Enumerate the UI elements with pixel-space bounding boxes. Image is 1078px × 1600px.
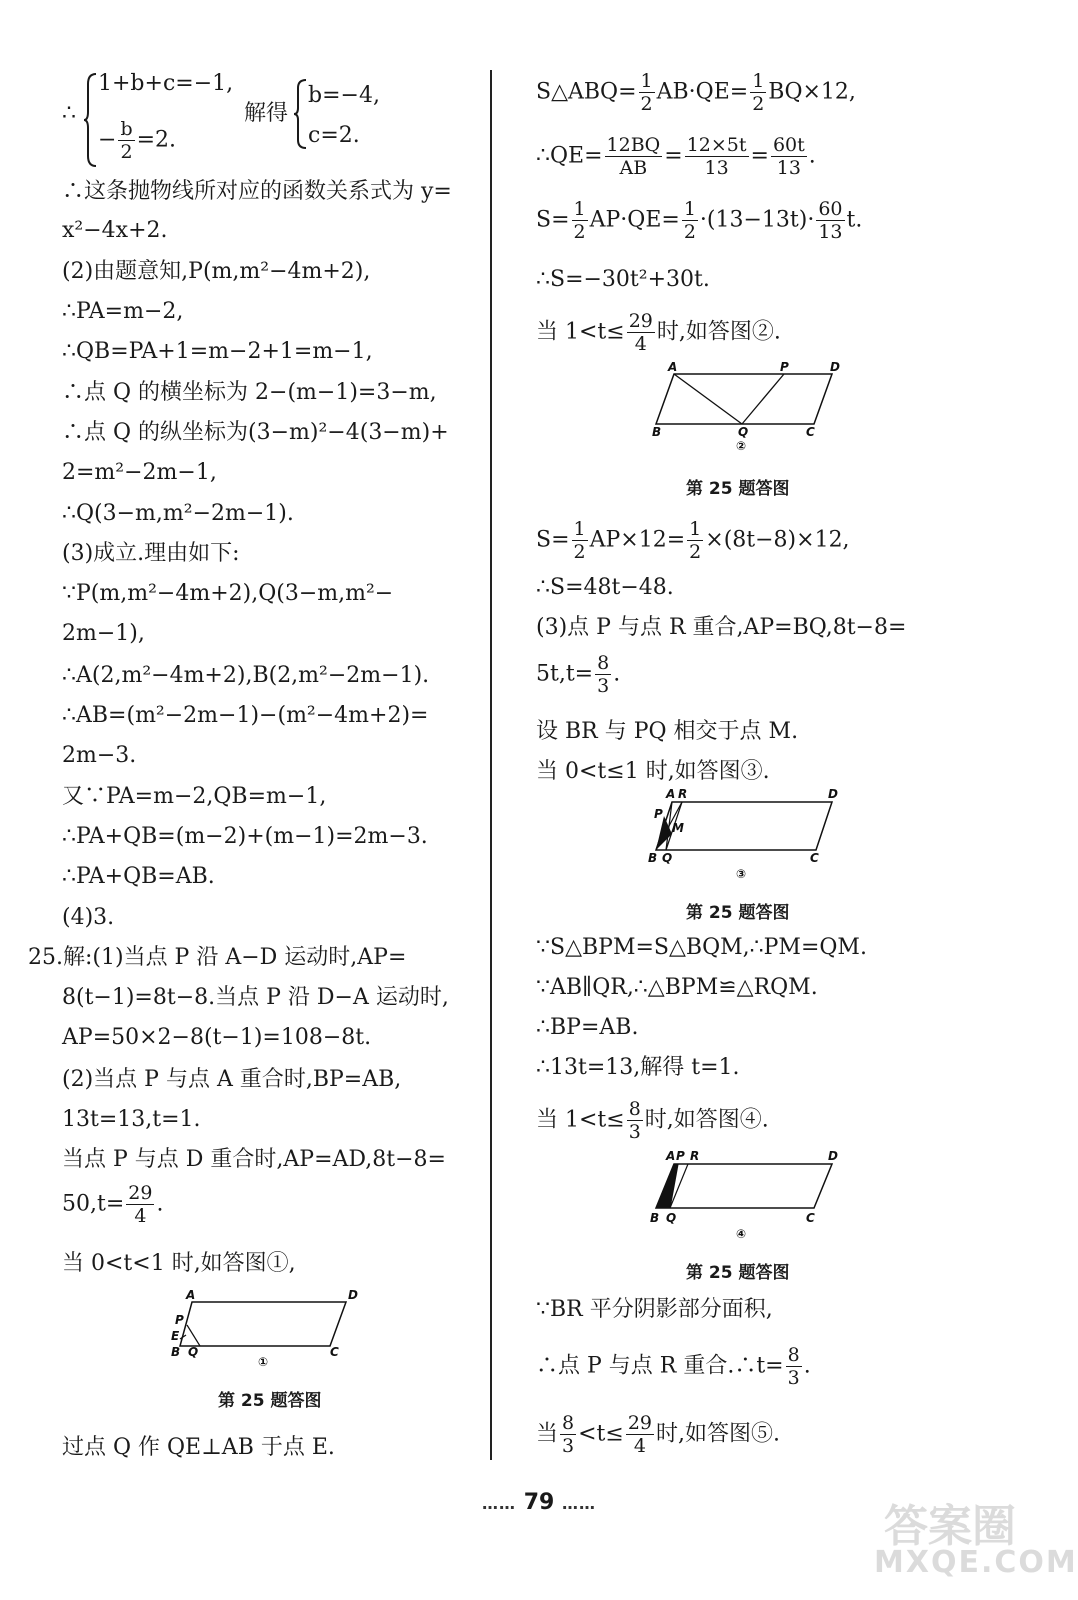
text-line: ∴A(2,m²−4m+2),B(2,m²−2m−1). — [62, 663, 430, 688]
text-line: 过点 Q 作 QE⊥AB 于点 E. — [62, 1435, 335, 1460]
svg-text:③: ③ — [736, 867, 747, 881]
figure-4 — [646, 1150, 846, 1250]
t-equals-line: ∴点 P 与点 R 重合.∴t= $\frac{8}{3}$ . — [536, 1344, 811, 1389]
svg-text:A: A — [186, 1288, 196, 1302]
svg-text:D: D — [828, 787, 838, 801]
svg-text:B: B — [650, 1211, 660, 1225]
text-line: (3)成立.理由如下: — [62, 541, 240, 566]
case-2-line: 当 1<t≤ $\frac{29}{4}$ 时,如答图②. — [536, 310, 781, 355]
svg-text:D: D — [828, 1149, 838, 1163]
svg-text:C: C — [330, 1345, 339, 1359]
text-line: 又∵PA=m−2,QB=m−1, — [62, 784, 327, 809]
text-line: (2)当点 P 与点 A 重合时,BP=AB, — [62, 1067, 402, 1092]
text-line: ∴AB=(m²−2m−1)−(m²−4m+2)= — [62, 703, 429, 728]
text-line: x²−4x+2. — [62, 218, 168, 243]
t-value-line: 5t,t= $\frac{8}{3}$ . — [536, 652, 621, 697]
figure-2-caption: 第 25 题答图 — [686, 479, 790, 499]
system-eq1: 1+b+c=−1, — [98, 71, 234, 96]
svg-text:R: R — [690, 1149, 700, 1163]
text-line: 2m−3. — [62, 743, 137, 768]
text-line: 当 0<t<1 时,如答图①, — [62, 1251, 296, 1276]
text-line: 当点 P 与点 D 重合时,AP=AD,8t−8= — [62, 1147, 446, 1172]
svg-text:Q: Q — [188, 1345, 199, 1359]
qe-formula: ∴QE= $\frac{12BQ}{AB}$ = $\frac{12\times 5t}{13}$ = $\frac{60t}{13}$ . — [536, 134, 816, 179]
text-line: 2m−1), — [62, 621, 145, 646]
svg-text:④: ④ — [736, 1227, 747, 1241]
svg-text:C: C — [810, 851, 819, 865]
figure-3-caption: 第 25 题答图 — [686, 903, 790, 923]
problem-25-start: 25.解:(1)当点 P 沿 A−D 运动时,AP= — [28, 945, 407, 970]
svg-text:C: C — [806, 1211, 815, 1225]
text-line: ∴QB=PA+1=m−2+1=m−1, — [62, 339, 373, 364]
figure-1-caption: 第 25 题答图 — [218, 1391, 322, 1411]
watermark-logo — [874, 1490, 1078, 1580]
figure-3 — [646, 788, 846, 888]
text-line: ∴Q(3−m,m²−2m−1). — [62, 501, 294, 526]
s-formula-1: S= $\frac{1}{2}$ AP·QE= $\frac{1}{2}$ ·(13−13t)· $\frac{60}{13}$ t. — [536, 198, 863, 243]
therefore-symbol: ∴ — [62, 101, 76, 126]
text-line: 设 BR 与 PQ 相交于点 M. — [536, 719, 799, 744]
svg-text:①: ① — [258, 1355, 269, 1369]
text-line: ∴点 Q 的横坐标为 2−(m−1)=3−m, — [62, 380, 437, 405]
svg-text:Q: Q — [662, 851, 673, 865]
text-line: ∵S△BPM=S△BQM,∴PM=QM. — [536, 935, 867, 960]
svg-text:R: R — [678, 787, 688, 801]
solution-c: c=2. — [308, 123, 360, 148]
case-5-line: 当 $\frac{8}{3}$ <t≤ $\frac{29}{4}$ 时,如答图⑤. — [536, 1412, 781, 1457]
svg-text:P: P — [654, 807, 663, 821]
text-line: ∴S=−30t²+30t. — [536, 267, 710, 292]
svg-text:Q: Q — [666, 1211, 677, 1225]
text-line: ∴PA=m−2, — [62, 299, 184, 324]
case-4-line: 当 1<t≤ $\frac{8}{3}$ 时,如答图④. — [536, 1098, 769, 1143]
svg-text:D: D — [830, 360, 840, 374]
text-line: ∴PA+QB=AB. — [62, 864, 215, 889]
text-line: ∵AB∥QR,∴△BPM≌△RQM. — [536, 975, 818, 1000]
solution-b: b=−4, — [308, 83, 380, 108]
text-line: ∴BP=AB. — [536, 1015, 639, 1040]
text-line: ∵BR 平分阴影部分面积, — [536, 1297, 773, 1322]
figure-2 — [646, 362, 846, 462]
text-line: ∴S=48t−48. — [536, 575, 674, 600]
s-formula-2: S= $\frac{1}{2}$ AP×12= $\frac{1}{2}$ ×(8t−8)×12, — [536, 518, 850, 563]
text-line: ∴点 Q 的纵坐标为(3−m)²−4(3−m)+ — [62, 420, 449, 445]
text-line: ∴这条抛物线所对应的函数关系式为 y= — [62, 179, 452, 204]
text-line: ∵P(m,m²−4m+2),Q(3−m,m²− — [62, 581, 394, 606]
svg-text:B: B — [648, 851, 658, 865]
watermark-text: MXQE.COM — [874, 1545, 1078, 1580]
svg-text:P: P — [175, 1313, 184, 1327]
system-eq2: − $\frac{b}{2}$ =2. — [98, 118, 177, 163]
svg-text:P: P — [780, 360, 789, 374]
svg-text:A: A — [666, 1149, 676, 1163]
area-formula-abq: S△ABQ= $\frac{1}{2}$ AB·QE= $\frac{1}{2}$ BQ×12, — [536, 70, 856, 115]
svg-text:M: M — [672, 821, 684, 835]
svg-text:E: E — [171, 1329, 180, 1343]
svg-text:A: A — [666, 787, 676, 801]
column-divider — [490, 70, 492, 1460]
svg-text:B: B — [171, 1345, 181, 1359]
text-line: 2=m²−2m−1, — [62, 460, 217, 485]
watermark-mark: 答案圈 — [884, 1501, 1016, 1552]
svg-text:B: B — [652, 425, 662, 439]
svg-text:P: P — [676, 1149, 685, 1163]
text-line: AP=50×2−8(t−1)=108−8t. — [62, 1025, 372, 1050]
svg-text:D: D — [348, 1288, 358, 1302]
figure-4-caption: 第 25 题答图 — [686, 1263, 790, 1283]
text-line: (3)点 P 与点 R 重合,AP=BQ,8t−8= — [536, 615, 907, 640]
svg-text:C: C — [806, 425, 815, 439]
left-brace-icon — [84, 72, 98, 168]
text-line: 当 0<t≤1 时,如答图③. — [536, 759, 770, 784]
text-line: (2)由题意知,P(m,m²−4m+2), — [62, 259, 371, 284]
solve-label: 解得 — [244, 101, 289, 126]
svg-text:A: A — [668, 360, 678, 374]
text-line-fraction: 50,t= $\frac{29}{4}$ . — [62, 1182, 164, 1227]
right-brace-icon — [294, 78, 308, 150]
text-line: 8(t−1)=8t−8.当点 P 沿 D−A 运动时, — [62, 985, 449, 1010]
text-line: ∴13t=13,解得 t=1. — [536, 1055, 740, 1080]
text-line: 13t=13,t=1. — [62, 1107, 201, 1132]
text-line: (4)3. — [62, 905, 115, 930]
text-line: ∴PA+QB=(m−2)+(m−1)=2m−3. — [62, 824, 428, 849]
svg-text:Q: Q — [738, 425, 749, 439]
page-number: …… 79 …… — [482, 1490, 596, 1515]
figure-1 — [172, 1290, 372, 1370]
svg-text:②: ② — [736, 439, 747, 453]
